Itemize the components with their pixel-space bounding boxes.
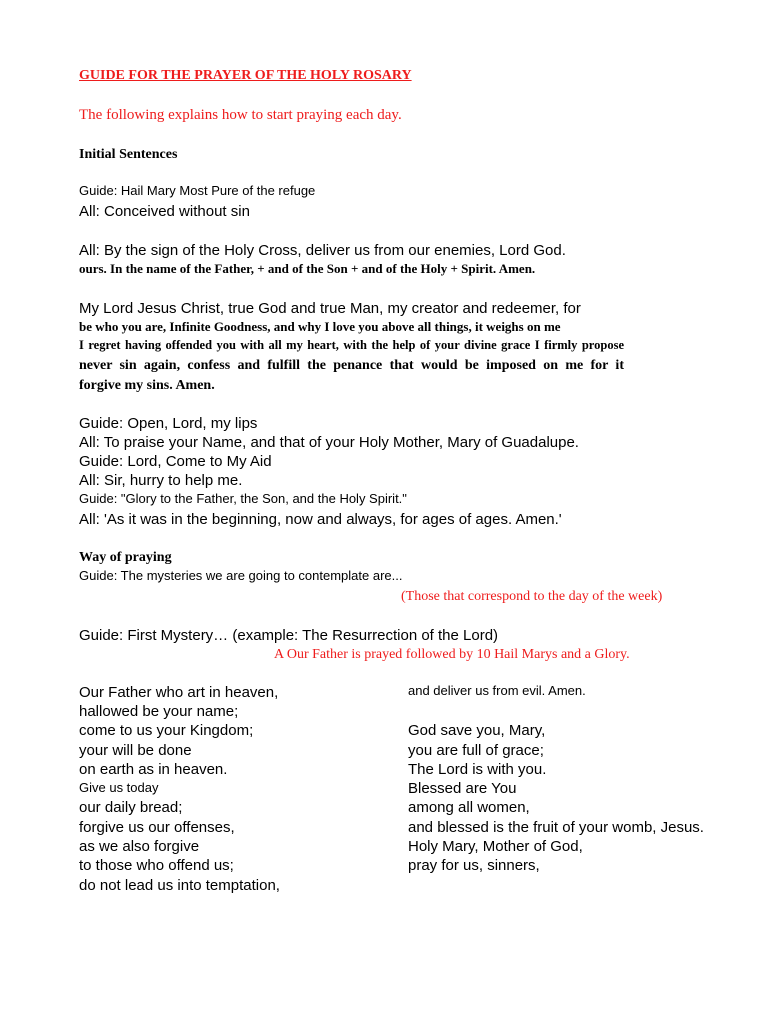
our-father-line: on earth as in heaven.: [79, 761, 228, 778]
hail-mary-line: Blessed are You: [408, 780, 517, 797]
our-father-line: come to us your Kingdom;: [79, 722, 254, 739]
hail-mary-line: you are full of grace;: [408, 742, 544, 759]
hail-mary-line: pray for us, sinners,: [408, 857, 540, 874]
guide-first-mystery: Guide: First Mystery… (example: The Resurrection of the Lord): [79, 627, 499, 644]
intro-text: The following explains how to start praying each day.: [79, 107, 402, 123]
hail-mary-line: and blessed is the fruit of your womb, Jesus.: [408, 819, 704, 836]
guide-mysteries: Guide: The mysteries we are going to contemplate are...: [79, 568, 403, 583]
all-hurry-help: All: Sir, hurry to help me.: [79, 472, 243, 489]
our-father-line: Give us today: [79, 780, 159, 795]
all-as-it-was: All: 'As it was in the beginning, now and always, for ages of ages. Amen.': [79, 511, 562, 528]
page-title: GUIDE FOR THE PRAYER OF THE HOLY ROSARY: [79, 68, 412, 83]
initial-all-conceived: All: Conceived without sin: [79, 203, 250, 220]
initial-sentences-heading: Initial Sentences: [79, 147, 178, 162]
our-father-line: do not lead us into temptation,: [79, 877, 280, 894]
note-prayer-sequence: A Our Father is prayed followed by 10 Hail Marys and a Glory.: [274, 647, 630, 662]
our-father-line: hallowed be your name;: [79, 703, 239, 720]
sign-of-cross-line-1: All: By the sign of the Holy Cross, deliver us from our enemies, Lord God.: [79, 242, 566, 259]
act-of-contrition-line-3: I regret having offended you with all my heart, with the help of your divine grace I firmly propose: [79, 338, 624, 352]
our-father-line: our daily bread;: [79, 799, 183, 816]
our-father-line: Our Father who art in heaven,: [79, 684, 279, 701]
our-father-line: your will be done: [79, 742, 192, 759]
act-of-contrition-line-5: forgive my sins. Amen.: [79, 378, 215, 393]
note-day-of-week: (Those that correspond to the day of the week): [401, 589, 663, 604]
sign-of-cross-line-2: ours. In the name of the Father, + and of the Son + and of the Holy + Spirit. Amen.: [79, 261, 536, 276]
way-of-praying-heading: Way of praying: [79, 550, 172, 565]
hail-mary-line: among all women,: [408, 799, 530, 816]
hail-mary-line: and deliver us from evil. Amen.: [408, 683, 586, 698]
initial-guide-hail-mary: Guide: Hail Mary Most Pure of the refuge: [79, 183, 316, 198]
act-of-contrition-line-4: never sin again, confess and fulfill the penance that would be imposed on me for it: [79, 358, 624, 373]
act-of-contrition-line-1: My Lord Jesus Christ, true God and true Man, my creator and redeemer, for: [79, 300, 581, 317]
our-father-line: as we also forgive: [79, 838, 200, 855]
guide-come-to-aid: Guide: Lord, Come to My Aid: [79, 453, 272, 470]
our-father-line: forgive us our offenses,: [79, 819, 235, 836]
hail-mary-line: The Lord is with you.: [408, 761, 547, 778]
our-father-line: to those who offend us;: [79, 857, 234, 874]
guide-glory: Guide: "Glory to the Father, the Son, and the Holy Spirit.": [79, 491, 407, 506]
hail-mary-line: Holy Mary, Mother of God,: [408, 838, 583, 855]
all-praise-name: All: To praise your Name, and that of your Holy Mother, Mary of Guadalupe.: [79, 434, 579, 451]
act-of-contrition-line-2: be who you are, Infinite Goodness, and why I love you above all things, it weighs on me: [79, 319, 561, 334]
guide-open-lips: Guide: Open, Lord, my lips: [79, 415, 258, 432]
hail-mary-line: God save you, Mary,: [408, 722, 546, 739]
